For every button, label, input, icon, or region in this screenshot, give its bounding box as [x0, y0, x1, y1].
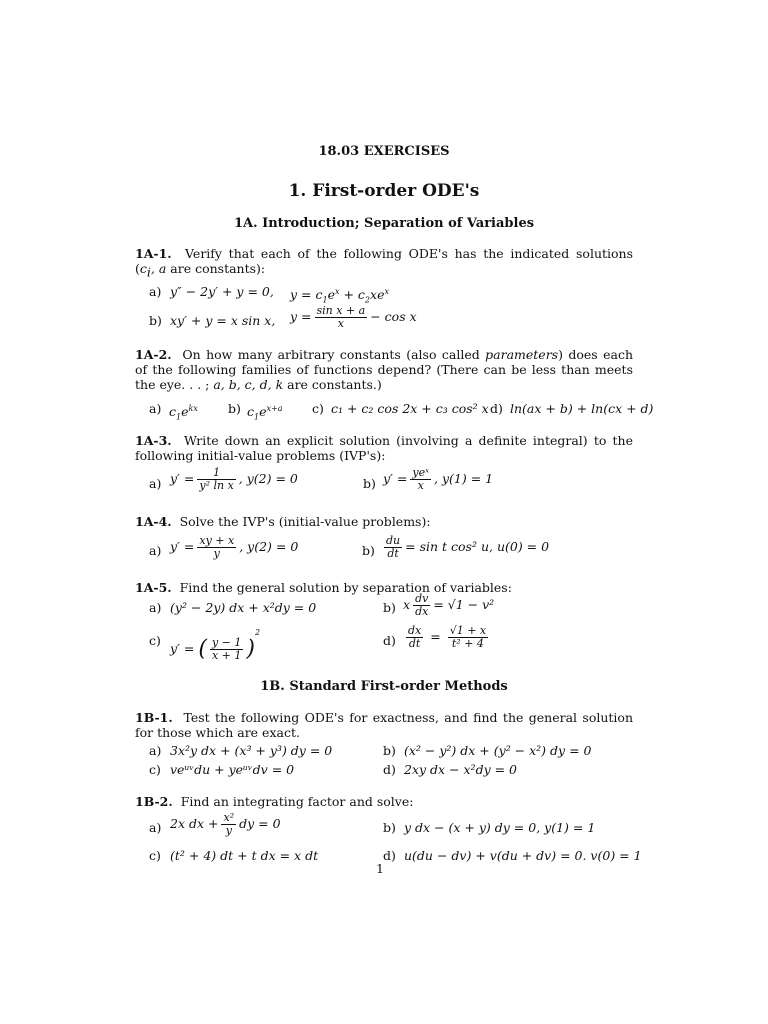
item-label: b) — [383, 600, 396, 615]
problem-label: 1B-1. — [135, 710, 173, 725]
integrating-factor-equation: u(du − dv) + v(du + dv) = 0. v(0) = 1 — [404, 848, 642, 863]
ivp-equation: y′ = $\frac{xy + x}{y}$ , y(2) = 0 — [170, 534, 299, 560]
document-title: 18.03 EXERCISES — [318, 144, 450, 159]
item-label: c) — [149, 848, 161, 863]
ivp-equation: y′ = $\frac{\text{yeˣ}}{x}$ , y(1) = 1 — [383, 466, 494, 492]
item-label: a) — [149, 600, 162, 615]
problem-label: 1A-3. — [135, 433, 172, 448]
function-family: $c_1e^{x+a}$ — [247, 404, 283, 422]
item-label: b) — [383, 820, 396, 835]
separable-equation: $\frac{dx}{dt}$ = $\frac{√1 + x}{\text{t² + 4}}$ — [408, 624, 487, 650]
separable-equation: y′ = ( $\frac{y - 1}{x + 1}$ )$^2$ — [170, 628, 261, 662]
item-label: b) — [362, 543, 375, 558]
problem-1a-1: 1A-1. Verify that each of the following ODE's has the indicated solutions ($c_i$, a are constants): — [135, 246, 634, 280]
exact-equation: (x² − y²) dx + (y² − x²) dy = 0 — [404, 743, 592, 758]
item-label: c) — [312, 401, 324, 416]
item-label: d) — [490, 401, 503, 416]
ode-solution: $y = c_1e^x + c_2xe^x$ — [290, 287, 389, 305]
item-label: d) — [383, 633, 396, 648]
problem-label: 1A-5. — [135, 580, 172, 595]
problem-1a-4: 1A-4. Solve the IVP's (initial-value problems): — [135, 514, 431, 529]
function-family: $c_1e^{kx}$ — [169, 404, 198, 422]
exact-equation: 2xy dx − x²dy = 0 — [404, 762, 518, 777]
function-family: ln(ax + b) + ln(cx + d) — [510, 401, 654, 416]
function-family: c₁ + c₂ cos 2x + c₃ cos² x — [331, 401, 489, 416]
item-label: a) — [149, 476, 162, 491]
problem-label: 1A-1. — [135, 246, 172, 261]
integrating-factor-equation: (t² + 4) dt + t dx = x dt — [170, 848, 319, 863]
exact-equation: 3x²y dx + (x³ + y³) dy = 0 — [170, 743, 333, 758]
chapter-title: 1. First-order ODE's — [288, 181, 480, 201]
item-label: a) — [149, 284, 162, 299]
item-label: b) — [383, 743, 396, 758]
problem-label: 1A-4. — [135, 514, 172, 529]
problem-1a-5: 1A-5. Find the general solution by separation of variables: — [135, 580, 512, 595]
exact-equation: veᵘᵛdu + yeᵘᵛdv = 0 — [170, 762, 295, 777]
problem-label: 1A-2. — [135, 347, 172, 362]
item-label: d) — [383, 762, 396, 777]
section-title-1b: 1B. Standard First-order Methods — [260, 679, 508, 694]
item-label: b) — [149, 313, 162, 328]
problem-1a-2: 1A-2. On how many arbitrary constants (also called parameters) does each of the following families of functions depend? (There can be less than meets the eye. . . ; a, b, c, d, k are constants.) — [135, 347, 633, 392]
problem-1b-1: 1B-1. Test the following ODE's for exactness, and find the general solution for those which are exact. — [135, 710, 633, 740]
ivp-equation: $\frac{du}{dt}$ = sin t cos² u, u(0) = 0 — [386, 534, 550, 560]
item-label: a) — [149, 401, 162, 416]
item-label: b) — [363, 476, 376, 491]
separable-equation: x $\frac{dv}{dx}$ = √1 − v² — [403, 592, 495, 618]
item-label: b) — [228, 401, 241, 416]
ode-solution: y = $\frac{\text{sin x + a}}{x}$ − cos x — [290, 304, 417, 330]
section-title-1a: 1A. Introduction; Separation of Variables — [233, 216, 535, 231]
item-label: a) — [149, 743, 162, 758]
ode-equation: y″ − 2y′ + y = 0, — [170, 284, 274, 299]
page-number: 1 — [376, 861, 384, 876]
integrating-factor-equation: 2x dx + $\frac{\text{x²}}{y}$ dy = 0 — [170, 811, 281, 837]
item-label: a) — [149, 543, 162, 558]
separable-equation: (y² − 2y) dx + x²dy = 0 — [170, 600, 317, 615]
problem-label: 1B-2. — [135, 794, 173, 809]
problem-1a-3: 1A-3. Write down an explicit solution (involving a definite integral) to the following initial-value problems (IVP's): — [135, 433, 633, 463]
integrating-factor-equation: y dx − (x + y) dy = 0, y(1) = 1 — [404, 820, 596, 835]
item-label: c) — [149, 762, 161, 777]
item-label: a) — [149, 820, 162, 835]
item-label: d) — [383, 848, 396, 863]
problem-1b-2: 1B-2. Find an integrating factor and solve: — [135, 794, 414, 809]
ode-equation: xy′ + y = x sin x, — [170, 313, 276, 328]
ivp-equation: y′ = $\frac{1}{\text{y² ln x}}$ , y(2) = 0 — [170, 466, 298, 492]
item-label: c) — [149, 633, 161, 648]
